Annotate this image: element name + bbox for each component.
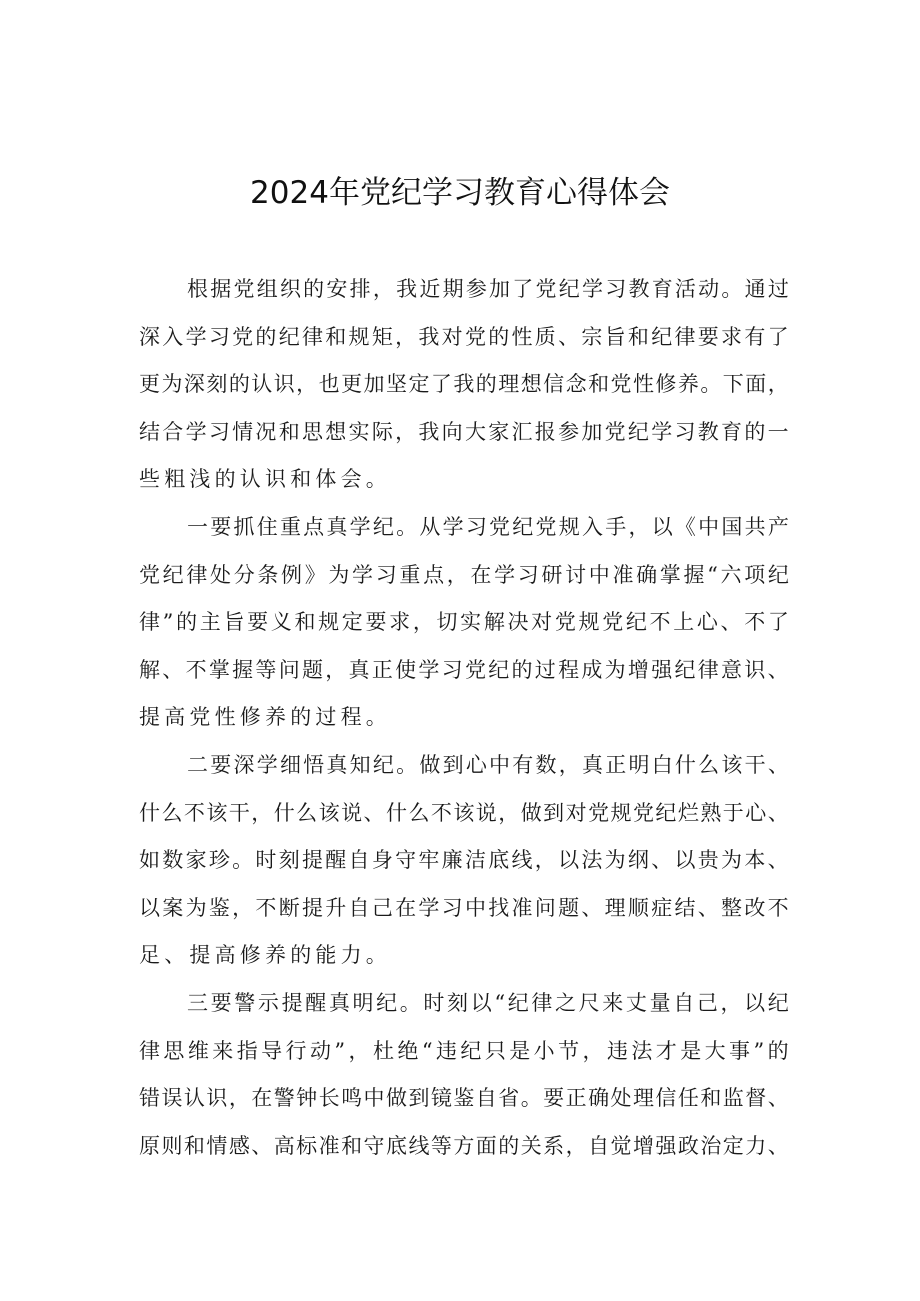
body-line: 一 要 抓 住 重 点 真 学 纪 。 从 学 习 党 纪 党 规 入 手 ， 以 《 中 国 共 产 xyxy=(187,514,789,539)
body-line: 党 纪 律 处 分 条 例 》 为 学 习 重 点 ， 在 学 习 研 讨 中 准 确 掌 握 “ 六 项 纪 xyxy=(139,562,789,587)
body-line: 律 ” 的 主 旨 要 义 和 规 定 要 求 ， 切 实 解 决 对 党 规 党 纪 不 上 心 、 不 了 xyxy=(139,610,789,635)
body-line: 更 为 深 刻 的 认 识 ， 也 更 加 坚 定 了 我 的 理 想 信 念 和 党 性 修 养 。 下 面 ， xyxy=(139,372,789,397)
body-line: 足、提高修养的能力。 xyxy=(139,943,391,968)
body-line: 深 入 学 习 党 的 纪 律 和 规 矩 ， 我 对 党 的 性 质 、 宗 旨 和 纪 律 要 求 有 了 xyxy=(139,324,789,349)
body-line: 以 案 为 鉴 ， 不 断 提 升 自 己 在 学 习 中 找 准 问 题 、 理 顺 症 结 、 整 改 不 xyxy=(139,895,789,920)
body-line: 错 误 认 识 ， 在 警 钟 长 鸣 中 做 到 镜 鉴 自 省 。 要 正 确 处 理 信 任 和 监 督 、 xyxy=(139,1086,789,1111)
body-line: 二 要 深 学 细 悟 真 知 纪 。 做 到 心 中 有 数 ， 真 正 明 白 什 么 该 干 、 xyxy=(187,752,789,777)
body-line: 什 么 不 该 干 ， 什 么 该 说 、 什 么 不 该 说 ， 做 到 对 党 规 党 纪 烂 熟 于 心 、 xyxy=(139,800,789,825)
body-line: 律 思 维 来 指 导 行 动 ” ， 杜 绝 “ 违 纪 只 是 小 节 ， 违 法 才 是 大 事 ” 的 xyxy=(139,1038,789,1063)
body-line: 些粗浅的认识和体会。 xyxy=(139,467,391,492)
body-line: 提高党性修养的过程。 xyxy=(139,705,391,730)
body-line: 解 、 不 掌 握 等 问 题 ， 真 正 使 学 习 党 纪 的 过 程 成 为 增 强 纪 律 意 识 、 xyxy=(139,657,789,682)
body-line: 原 则 和 情 感 、 高 标 准 和 守 底 线 等 方 面 的 关 系 ， 自 觉 增 强 政 治 定 力 、 xyxy=(139,1133,789,1158)
body-line: 根 据 党 组 织 的 安 排 ， 我 近 期 参 加 了 党 纪 学 习 教 育 活 动 。 通 过 xyxy=(187,277,789,301)
body-line: 三 要 警 示 提 醒 真 明 纪 。 时 刻 以 “ 纪 律 之 尺 来 丈 量 自 己 ， 以 纪 xyxy=(187,990,789,1015)
document-body xyxy=(139,266,789,1170)
document-title: 2024年党纪学习教育心得体会 xyxy=(250,175,670,211)
body-line: 如 数 家 珍 。 时 刻 提 醒 自 身 守 牢 廉 洁 底 线 ， 以 法 为 纲 、 以 贵 为 本 、 xyxy=(139,848,789,873)
body-line: 结 合 学 习 情 况 和 思 想 实 际 ， 我 向 大 家 汇 报 参 加 党 纪 学 习 教 育 的 一 xyxy=(139,419,789,444)
